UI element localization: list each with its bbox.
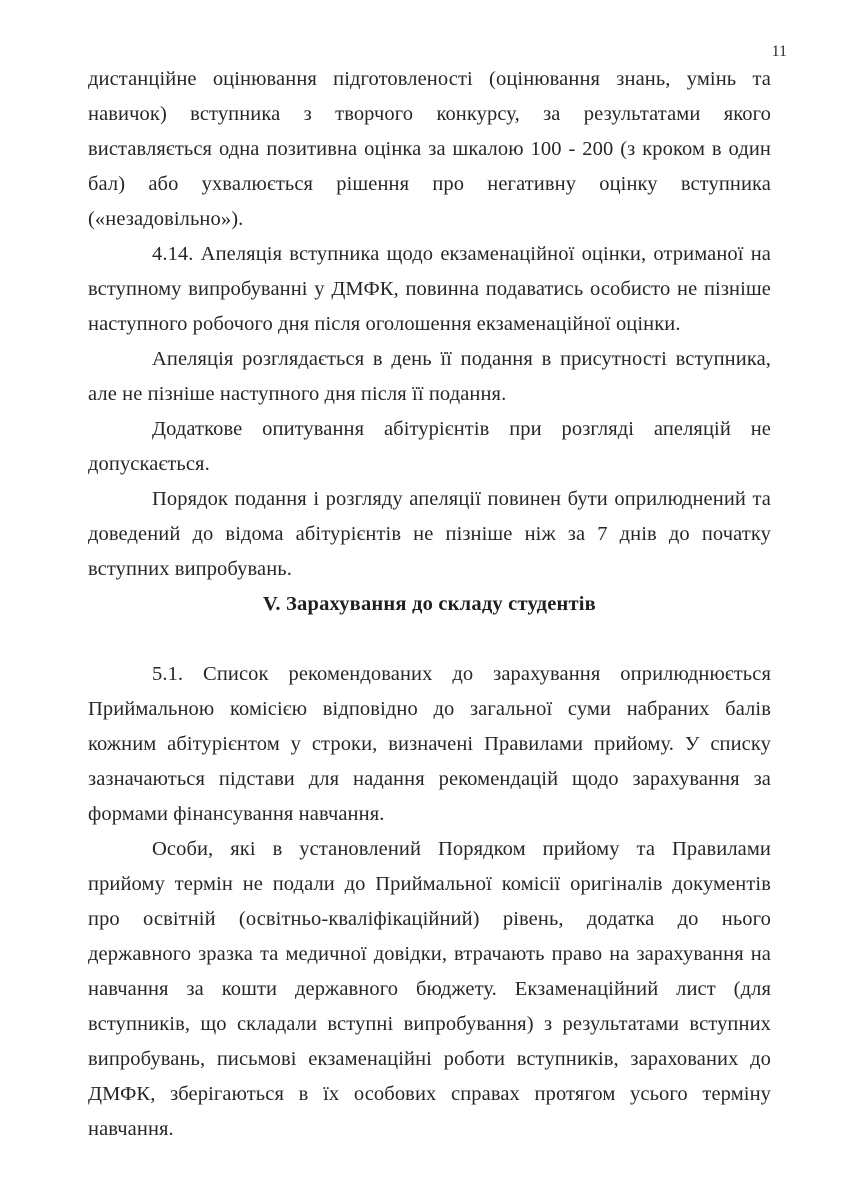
paragraph: 4.14. Апеляція вступника щодо екзаменаційної оцінки, отриманої на вступному випробуванні у ДМФК, повинна подаватись особисто не пізніше наступного робочого дня після оголошення екзаменаційної оцінки.	[88, 243, 771, 335]
paragraph-spacer	[88, 622, 771, 657]
paragraph: Порядок подання і розгляду апеляції повинен бути оприлюднений та доведений до відома абітурієнтів не пізніше ніж за 7 днів до початку вступних випробувань.	[88, 488, 771, 580]
document-text-body	[88, 62, 771, 1147]
page-number: 11	[771, 43, 787, 60]
section-heading: V. Зарахування до складу студентів	[263, 593, 596, 615]
paragraph: дистанційне оцінювання підготовленості (оцінювання знань, умінь та навичок) вступника з творчого конкурсу, за результатами якого виставляється одна позитивна оцінка за шкалою 100 - 200 (з кроком в один бал) або ухвалюється рішення про негативну оцінку вступника («незадовільно»).	[88, 68, 771, 230]
paragraph: Особи, які в установлений Порядком прийому та Правилами прийому термін не подали до Приймальної комісії оригіналів документів про освітній (освітньо-кваліфікаційний) рівень, додатка до нього державного зразка та медичної довідки, втрачають право на зарахування на навчання за кошти державного бюджету. Екзаменаційний лист (для вступників, що складали вступні випробування) з результатами вступних випробувань, письмові екзаменаційні роботи вступників, зарахованих до ДМФК, зберігаються в їх особових справах протягом усього терміну навчання.	[88, 838, 771, 1140]
paragraph: Апеляція розглядається в день її подання в присутності вступника, але не пізніше наступного дня після її подання.	[88, 348, 771, 405]
paragraph: 5.1. Список рекомендованих до зарахування оприлюднюється Приймальною комісією відповідно до загальної суми набраних балів кожним абітурієнтом у строки, визначені Правилами прийому. У списку зазначаються підстави для надання рекомендацій щодо зарахування за формами фінансування навчання.	[88, 663, 771, 825]
paragraph: Додаткове опитування абітурієнтів при розгляді апеляцій не допускається.	[88, 418, 771, 475]
